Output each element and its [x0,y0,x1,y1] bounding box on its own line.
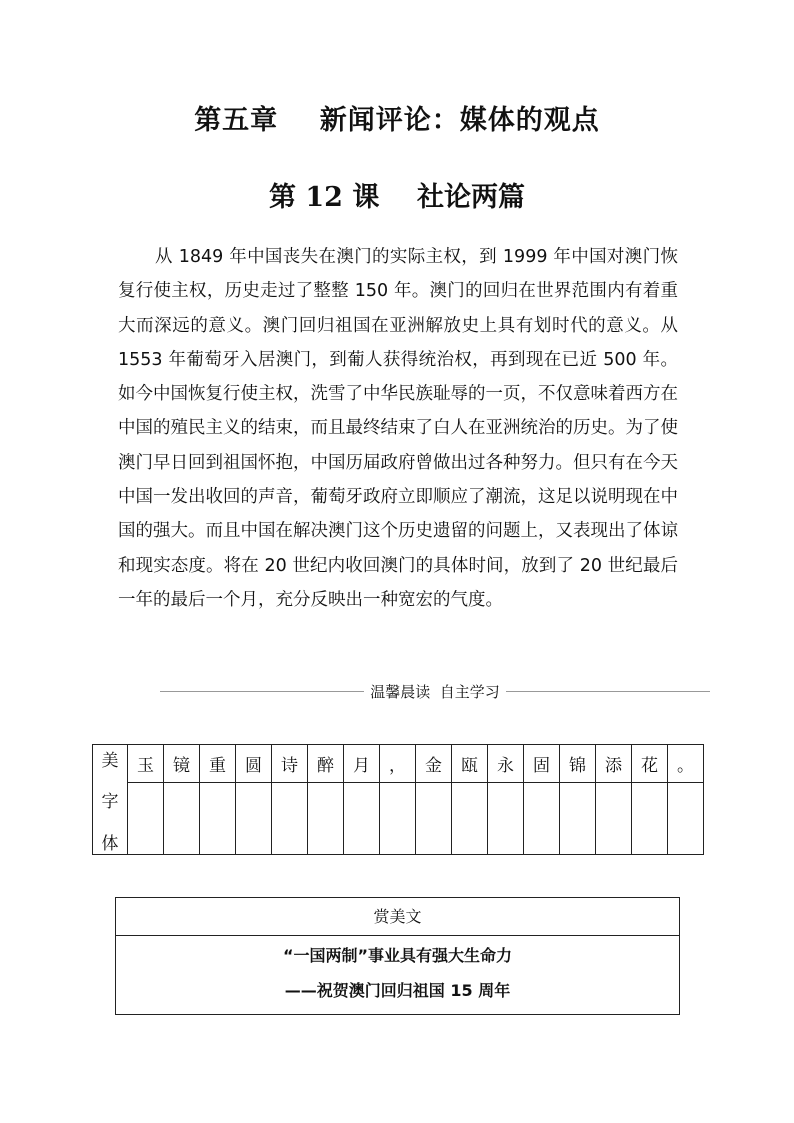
practice-cell[interactable] [416,783,452,855]
practice-cell[interactable] [380,783,416,855]
model-char-cell: 诗 [272,745,308,783]
practice-cell[interactable] [596,783,632,855]
model-char-cell: 月 [344,745,380,783]
practice-cell[interactable] [272,783,308,855]
model-char-cell: 醉 [308,745,344,783]
practice-cell[interactable] [344,783,380,855]
model-char-cell: 锦 [560,745,596,783]
divider-line-right [506,691,710,692]
model-char-cell: 。 [668,745,704,783]
practice-cell[interactable] [632,783,668,855]
model-char-cell: ， [380,745,416,783]
header-char: 美 [101,750,119,771]
model-char-cell: 瓯 [452,745,488,783]
practice-cell[interactable] [452,783,488,855]
practice-cell[interactable] [164,783,200,855]
chapter-title: 第五章 新闻评论：媒体的观点 [194,105,600,136]
practice-cell[interactable] [524,783,560,855]
model-char-cell: 固 [524,745,560,783]
model-char-cell: 金 [416,745,452,783]
practice-cell[interactable] [200,783,236,855]
model-char-cell: 重 [200,745,236,783]
article-subtitle: ——祝贺澳门回归祖国 15 周年 [284,981,511,1000]
lesson-title: 第 12 课 社论两篇 [269,182,525,213]
model-char-cell: 添 [596,745,632,783]
model-char-cell: 镜 [164,745,200,783]
model-char-cell: 玉 [128,745,164,783]
model-char-cell: 圆 [236,745,272,783]
section-divider [160,680,710,702]
header-char: 字 [101,792,119,812]
practice-cell[interactable] [128,783,164,855]
model-char-cell: 永 [488,745,524,783]
practice-cell[interactable] [308,783,344,855]
header-char: 体 [101,833,119,854]
article-title: “一国两制”事业具有强大生命力 [282,946,513,965]
appreciation-header: 赏美文 [116,898,679,936]
divider-label: 温馨晨读 自主学习 [370,682,500,701]
table-header-cell [93,745,128,855]
model-char-cell: 花 [632,745,668,783]
practice-cell[interactable] [236,783,272,855]
intro-paragraph: 从 1849 年中国丧失在澳门的实际主权，到 1999 年中国对澳门恢复行使主权，历史走过了整整 150 年。澳门的回归在世界范围内有着重大而深远的意义。澳门回归祖国在亚洲解放史上具有划时代的意义。从 1553 年葡萄牙入居澳门，到葡人获得统治权，再到现在已近 500 年。如今中国恢复行使主权，洗雪了中华民族耻辱的一页，不仅意味着西方在中国的殖民主义的结束，而且最终结束了白人在亚洲统治的历史。为了使澳门早日回到祖国怀抱，中国历届政府曾做出过各种努力。但只有在今天中国一发出收回的声音，葡萄牙政府立即顺应了潮流，这足以说明现在中国的强大。而且中国在解决澳门这个历史遗留的问题上，又表现出了体谅和现实态度。将在 20 世纪内收回澳门的具体时间，放到了 20 世纪最后一年的最后一个月，充分反映出一种宽宏的气度。 [118,247,678,610]
practice-cell[interactable] [488,783,524,855]
calligraphy-practice-table [92,744,704,855]
practice-cell[interactable] [560,783,596,855]
practice-cell[interactable] [668,783,704,855]
divider-line-left [160,691,364,692]
appreciation-box [115,897,680,1015]
